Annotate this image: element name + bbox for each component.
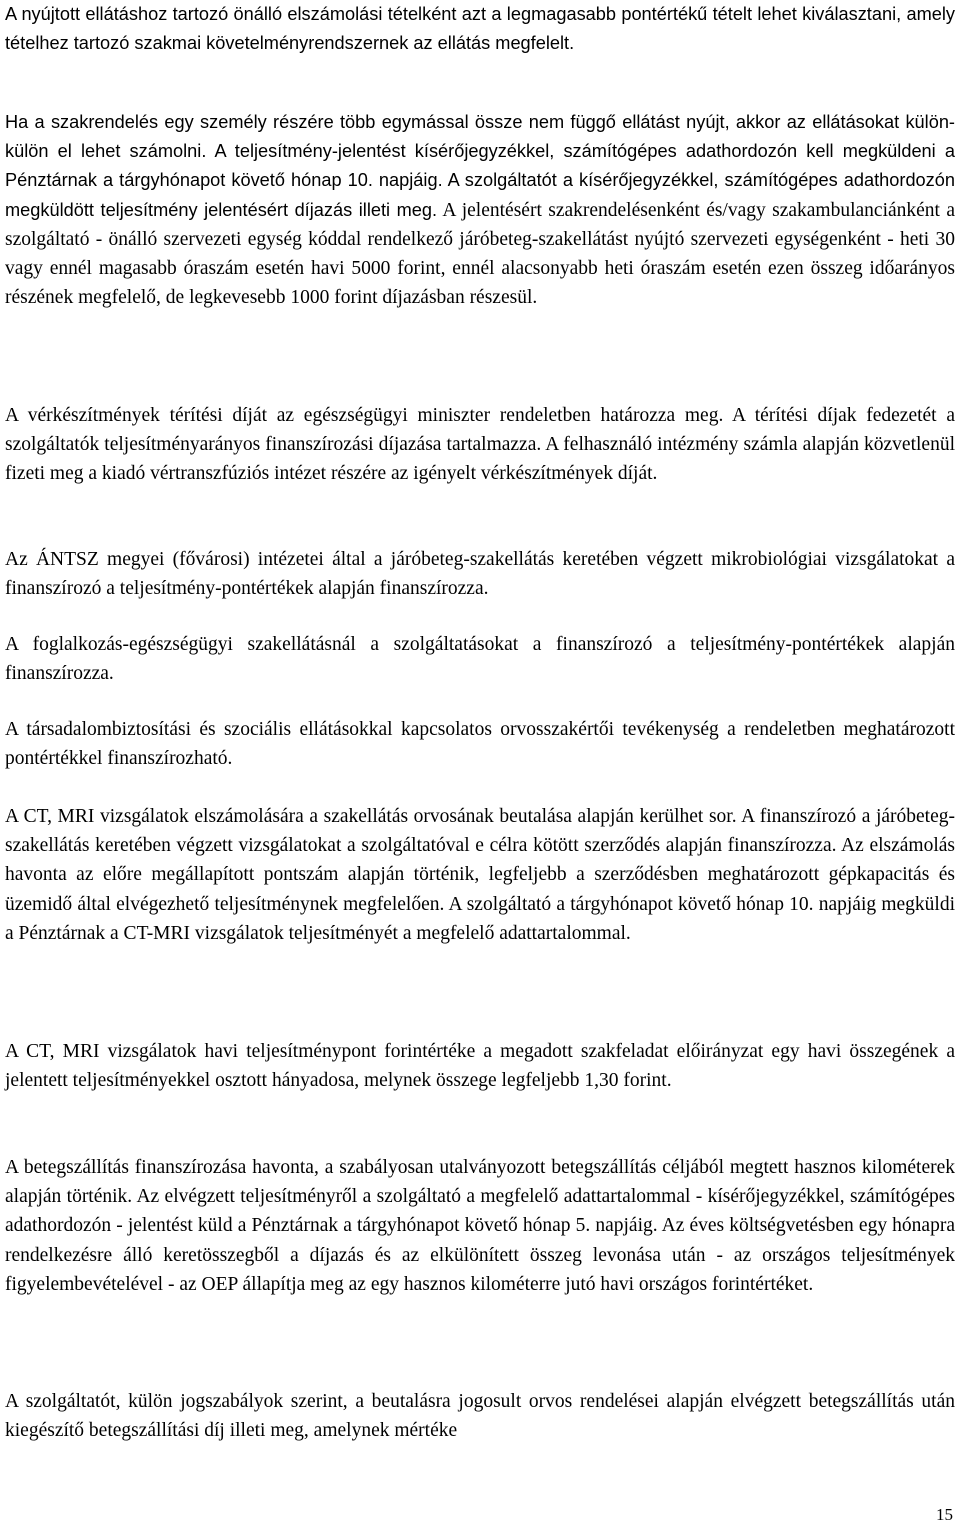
page-number: 15 [936,1505,953,1524]
paragraph-text: A betegszállítás finanszírozása havonta, a szabályosan utalványozott betegszállítás céljából megtett hasznos kilométerek alapján történik. Az elvégzett teljesítményről a szolgáltató a megfelelő adattartalommal - kísérőjegyzékkel, számítógépes adathordozón - jelentést küld a Pénztárnak a tárgyhónapot követő hónap 5. napjáig. Az éves költségvetésben egy hónapra rendelkezésre álló keretösszegből a díjazás és az elkülönített összeg levonása után - az országos teljesítmények figyelembevételével - az OEP állapítja meg az egy hasznos kilométerre jutó havi országos forintértéket. [5,1157,955,1295]
paragraph [5,0,955,58]
paragraph [5,1153,955,1299]
paragraph-text: A vérkészítmények térítési díját az egészségügyi miniszter rendeletben határozza meg. A térítési díjak fedezetét a szolgáltatók teljesítményarányos finanszírozási díjazása tartalmazza. A felhasználó intézmény számla alapján közvetlenül fizeti meg a kiadó vértranszfúziós intézet részére az igényelt vérkészítmények díját. [5,405,955,485]
paragraph-text: A szolgáltatót, külön jogszabályok szerint, a beutalásra jogosult orvos rendelései alapján elvégzett betegszállítás után kiegészítő betegszállítási díj illeti meg, amelynek mértéke [5,1391,955,1442]
paragraph [5,630,955,688]
paragraph-text: Az ÁNTSZ megyei (fővárosi) intézetei által a járóbeteg-szakellátás keretében végzett mikrobiológiai vizsgálatokat a finanszírozó a teljesítmény-pontértékek alapján finanszírozza. [5,549,955,600]
paragraph [5,401,955,489]
paragraph-text: A jelentésért szakrendelésenként és/vagy szakambulanciánként a szolgáltató - önálló szervezeti egység kóddal rendelkező járóbeteg-szakellátást nyújtó szervezeti egységenként - heti 30 vagy ennél magasabb óraszám esetén havi 5000 forint, ennél alacsonyabb heti óraszám esetén ezen összeg időarányos részének megfelelő, de legkevesebb 1000 forint díjazásban részesül. [5,199,955,309]
paragraph-text: A társadalombiztosítási és szociális ellátásokkal kapcsolatos orvosszakértői tevékenység a rendeletben meghatározott pontértékkel finanszírozható. [5,719,955,770]
paragraph [5,802,955,948]
paragraph [5,545,955,603]
paragraph-text: A CT, MRI vizsgálatok havi teljesítménypont forintértéke a megadott szakfeladat előirányzat egy havi összegének a jelentett teljesítményekkel osztott hányadosa, melynek összege legfeljebb 1,30 forint. [5,1041,955,1092]
paragraph-text: A nyújtott ellátáshoz tartozó önálló elszámolási tételként azt a legmagasabb pontértékű tételt lehet kiválasztani, amely tételhez tartozó szakmai követelményrendszernek az ellátás megfelelt. [5,4,955,54]
paragraph-text: Ha a szakrendelés egy személy részére több egymással össze nem függő ellátást nyújt, akkor az ellátásokat külön-külön el lehet számolni. A teljesítmény-jelentést kísérőjegyzékkel, számítógépes adathordozón kell megküldeni a Pénztárnak a tárgyhónapot követő hónap 10. napjáig. A szolgáltatót a kísérőjegyzékkel, számítógépes adathordozón megküldött teljesítmény jelentésért díjazás illeti meg. [5,112,955,220]
paragraph-text: A CT, MRI vizsgálatok elszámolására a szakellátás orvosának beutalása alapján kerülhet sor. A finanszírozó a járóbeteg-szakellátás keretében végzett vizsgálatokat a szolgáltatóval e célra kötött szerződés alapján finanszírozza. Az elszámolás havonta az előre megállapított pontszám alapján történik, legfeljebb a szerződésben meghatározott gépkapacitás és üzemidő által elvégezhető teljesítménynek megfelelően. A szolgáltató a tárgyhónapot követő hónap 10. napjáig megküldi a Pénztárnak a CT-MRI vizsgálatok teljesítményét a megfelelő adattartalommal. [5,806,955,944]
paragraph [5,108,955,312]
paragraph [5,715,955,773]
paragraph [5,1387,955,1445]
paragraph-text: A foglalkozás-egészségügyi szakellátásnál a szolgáltatásokat a finanszírozó a teljesítmény-pontértékek alapján finanszírozza. [5,634,955,685]
paragraph [5,1037,955,1095]
